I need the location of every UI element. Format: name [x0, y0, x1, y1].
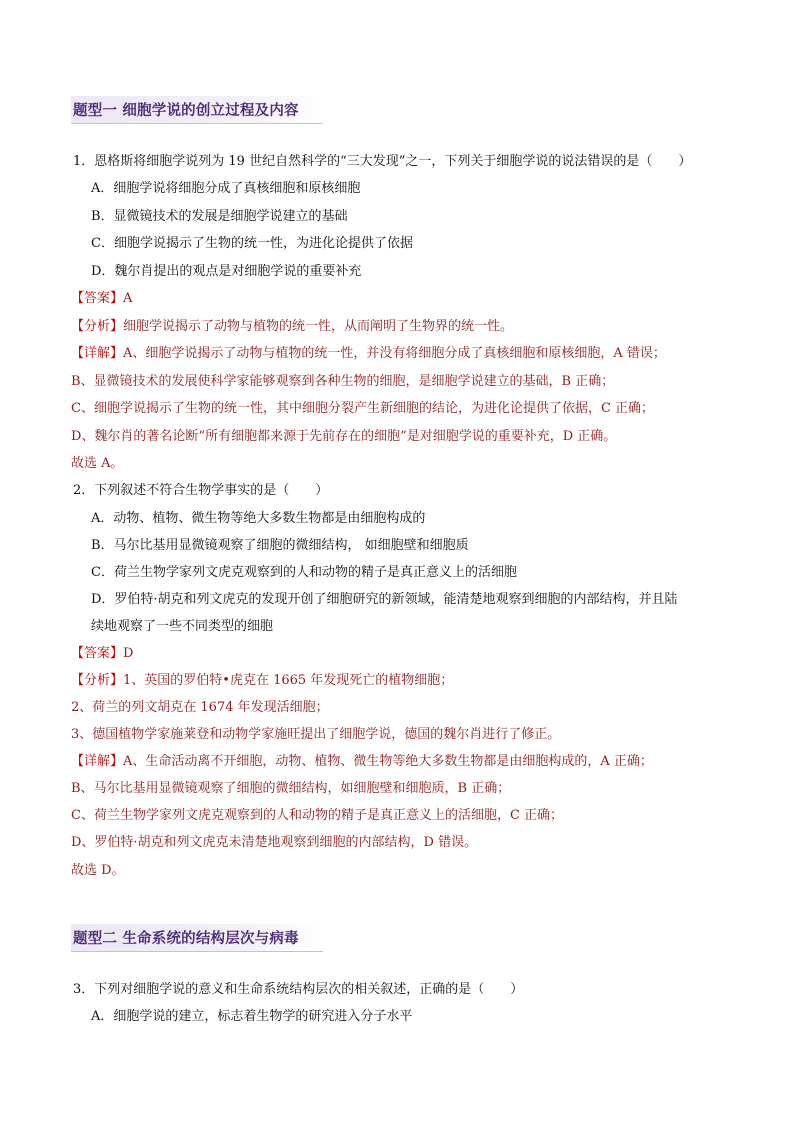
question-2-detail-b: B、马尔比基用显微镜观察了细胞的微细结构，如细胞壁和细胞质，B 正确；: [71, 781, 511, 796]
question-2-option-d: D．罗伯特·胡克和列文虎克的发现开创了细胞研究的新领域，能清楚地观察到细胞的内部结构，并且陆: [91, 592, 678, 607]
section-title: 题型一 细胞学说的创立过程及内容: [73, 103, 299, 119]
section-header-1: [71, 96, 323, 124]
detail-tag: 【详解】: [71, 754, 124, 769]
detail-tag: 【详解】: [71, 346, 124, 361]
question-1-detail-b: B、显微镜技术的发展使科学家能够观察到各种生物的细胞，是细胞学说建立的基础，B 正确；: [71, 374, 615, 389]
analysis-text: 细胞学说揭示了动物与植物的统一性，从而阐明了生物界的统一性。: [123, 319, 514, 334]
question-2-detail-a: [71, 753, 653, 771]
question-1-option-b: B．显微镜技术的发展是细胞学说建立的基础: [91, 209, 348, 224]
detail-text: A、生命活动离不开细胞，动物、植物、微生物等绝大多数生物都是由细胞构成的，A 正确；: [123, 754, 653, 769]
question-1-detail-d: D、魏尔肖的著名论断“所有细胞都来源于先前存在的细胞”是对细胞学说的重要补充，D 正确。: [71, 429, 617, 444]
question-1-answer: [71, 290, 132, 308]
question-2-analysis: [71, 672, 453, 690]
question-2-stem: 2．下列叙述不符合生物学事实的是（ ）: [73, 483, 329, 498]
question-2-detail-c: C、荷兰生物学家列文虎克观察到的人和动物的精子是真正意义上的活细胞，C 正确；: [71, 808, 564, 823]
question-2-option-c: C．荷兰生物学家列文虎克观察到的人和动物的精子是真正意义上的活细胞: [91, 565, 517, 580]
question-2-analysis-2: 2、荷兰的列文胡克在 1674 年发现活细胞；: [71, 700, 329, 715]
question-3-option-a: A．细胞学说的建立，标志着生物学的研究进入分子水平: [91, 1009, 413, 1024]
question-2-conclusion: 故选 D。: [71, 863, 125, 878]
question-2-option-b: B．马尔比基用显微镜观察了细胞的微细结构， 如细胞壁和细胞质: [91, 538, 469, 553]
question-2-option-d-continued: 续地观察了一些不同类型的细胞: [91, 619, 274, 634]
question-1-option-a: A．细胞学说将细胞分成了真核细胞和原核细胞: [91, 181, 361, 196]
question-1-detail-a: [71, 345, 666, 363]
answer-value: A: [123, 291, 133, 306]
question-1-conclusion: 故选 A。: [71, 456, 124, 471]
analysis-text: 1、英国的罗伯特•虎克在 1665 年发现死亡的植物细胞；: [123, 673, 454, 688]
question-2-answer: [71, 645, 133, 663]
section-title: 题型二 生命系统的结构层次与病毒: [73, 931, 299, 947]
question-1-detail-c: C、细胞学说揭示了生物的统一性，其中细胞分裂产生新细胞的结论，为进化论提供了依据，C 正确；: [71, 401, 655, 416]
question-1-stem: 1．恩格斯将细胞学说列为 19 世纪自然科学的“三大发现”之一，下列关于细胞学说的说法错误的是（ ）: [73, 154, 692, 169]
answer-tag: 【答案】: [71, 291, 124, 306]
analysis-tag: 【分析】: [71, 319, 124, 334]
question-3-stem: 3．下列对细胞学说的意义和生命系统结构层次的相关叙述，正确的是（ ）: [73, 982, 524, 997]
question-2-analysis-3: 3、德国植物学家施莱登和动物学家施旺提出了细胞学说，德国的魏尔肖进行了修正。: [71, 727, 561, 742]
answer-tag: 【答案】: [71, 646, 124, 661]
question-1-option-c: C．细胞学说揭示了生物的统一性，为进化论提供了依据: [91, 236, 413, 251]
answer-value: D: [123, 646, 134, 661]
question-1-analysis: [71, 318, 513, 336]
section-header-2: [71, 924, 323, 952]
question-2-detail-d: D、罗伯特·胡克和列文虎克未清楚地观察到细胞的内部结构，D 错误。: [71, 835, 478, 850]
question-1-option-d: D．魏尔肖提出的观点是对细胞学说的重要补充: [91, 264, 362, 279]
analysis-tag: 【分析】: [71, 673, 124, 688]
question-2-option-a: A．动物、植物、微生物等绝大多数生物都是由细胞构成的: [91, 511, 426, 526]
detail-text: A、细胞学说揭示了动物与植物的统一性，并没有将细胞分成了真核细胞和原核细胞，A 错误；: [123, 346, 666, 361]
